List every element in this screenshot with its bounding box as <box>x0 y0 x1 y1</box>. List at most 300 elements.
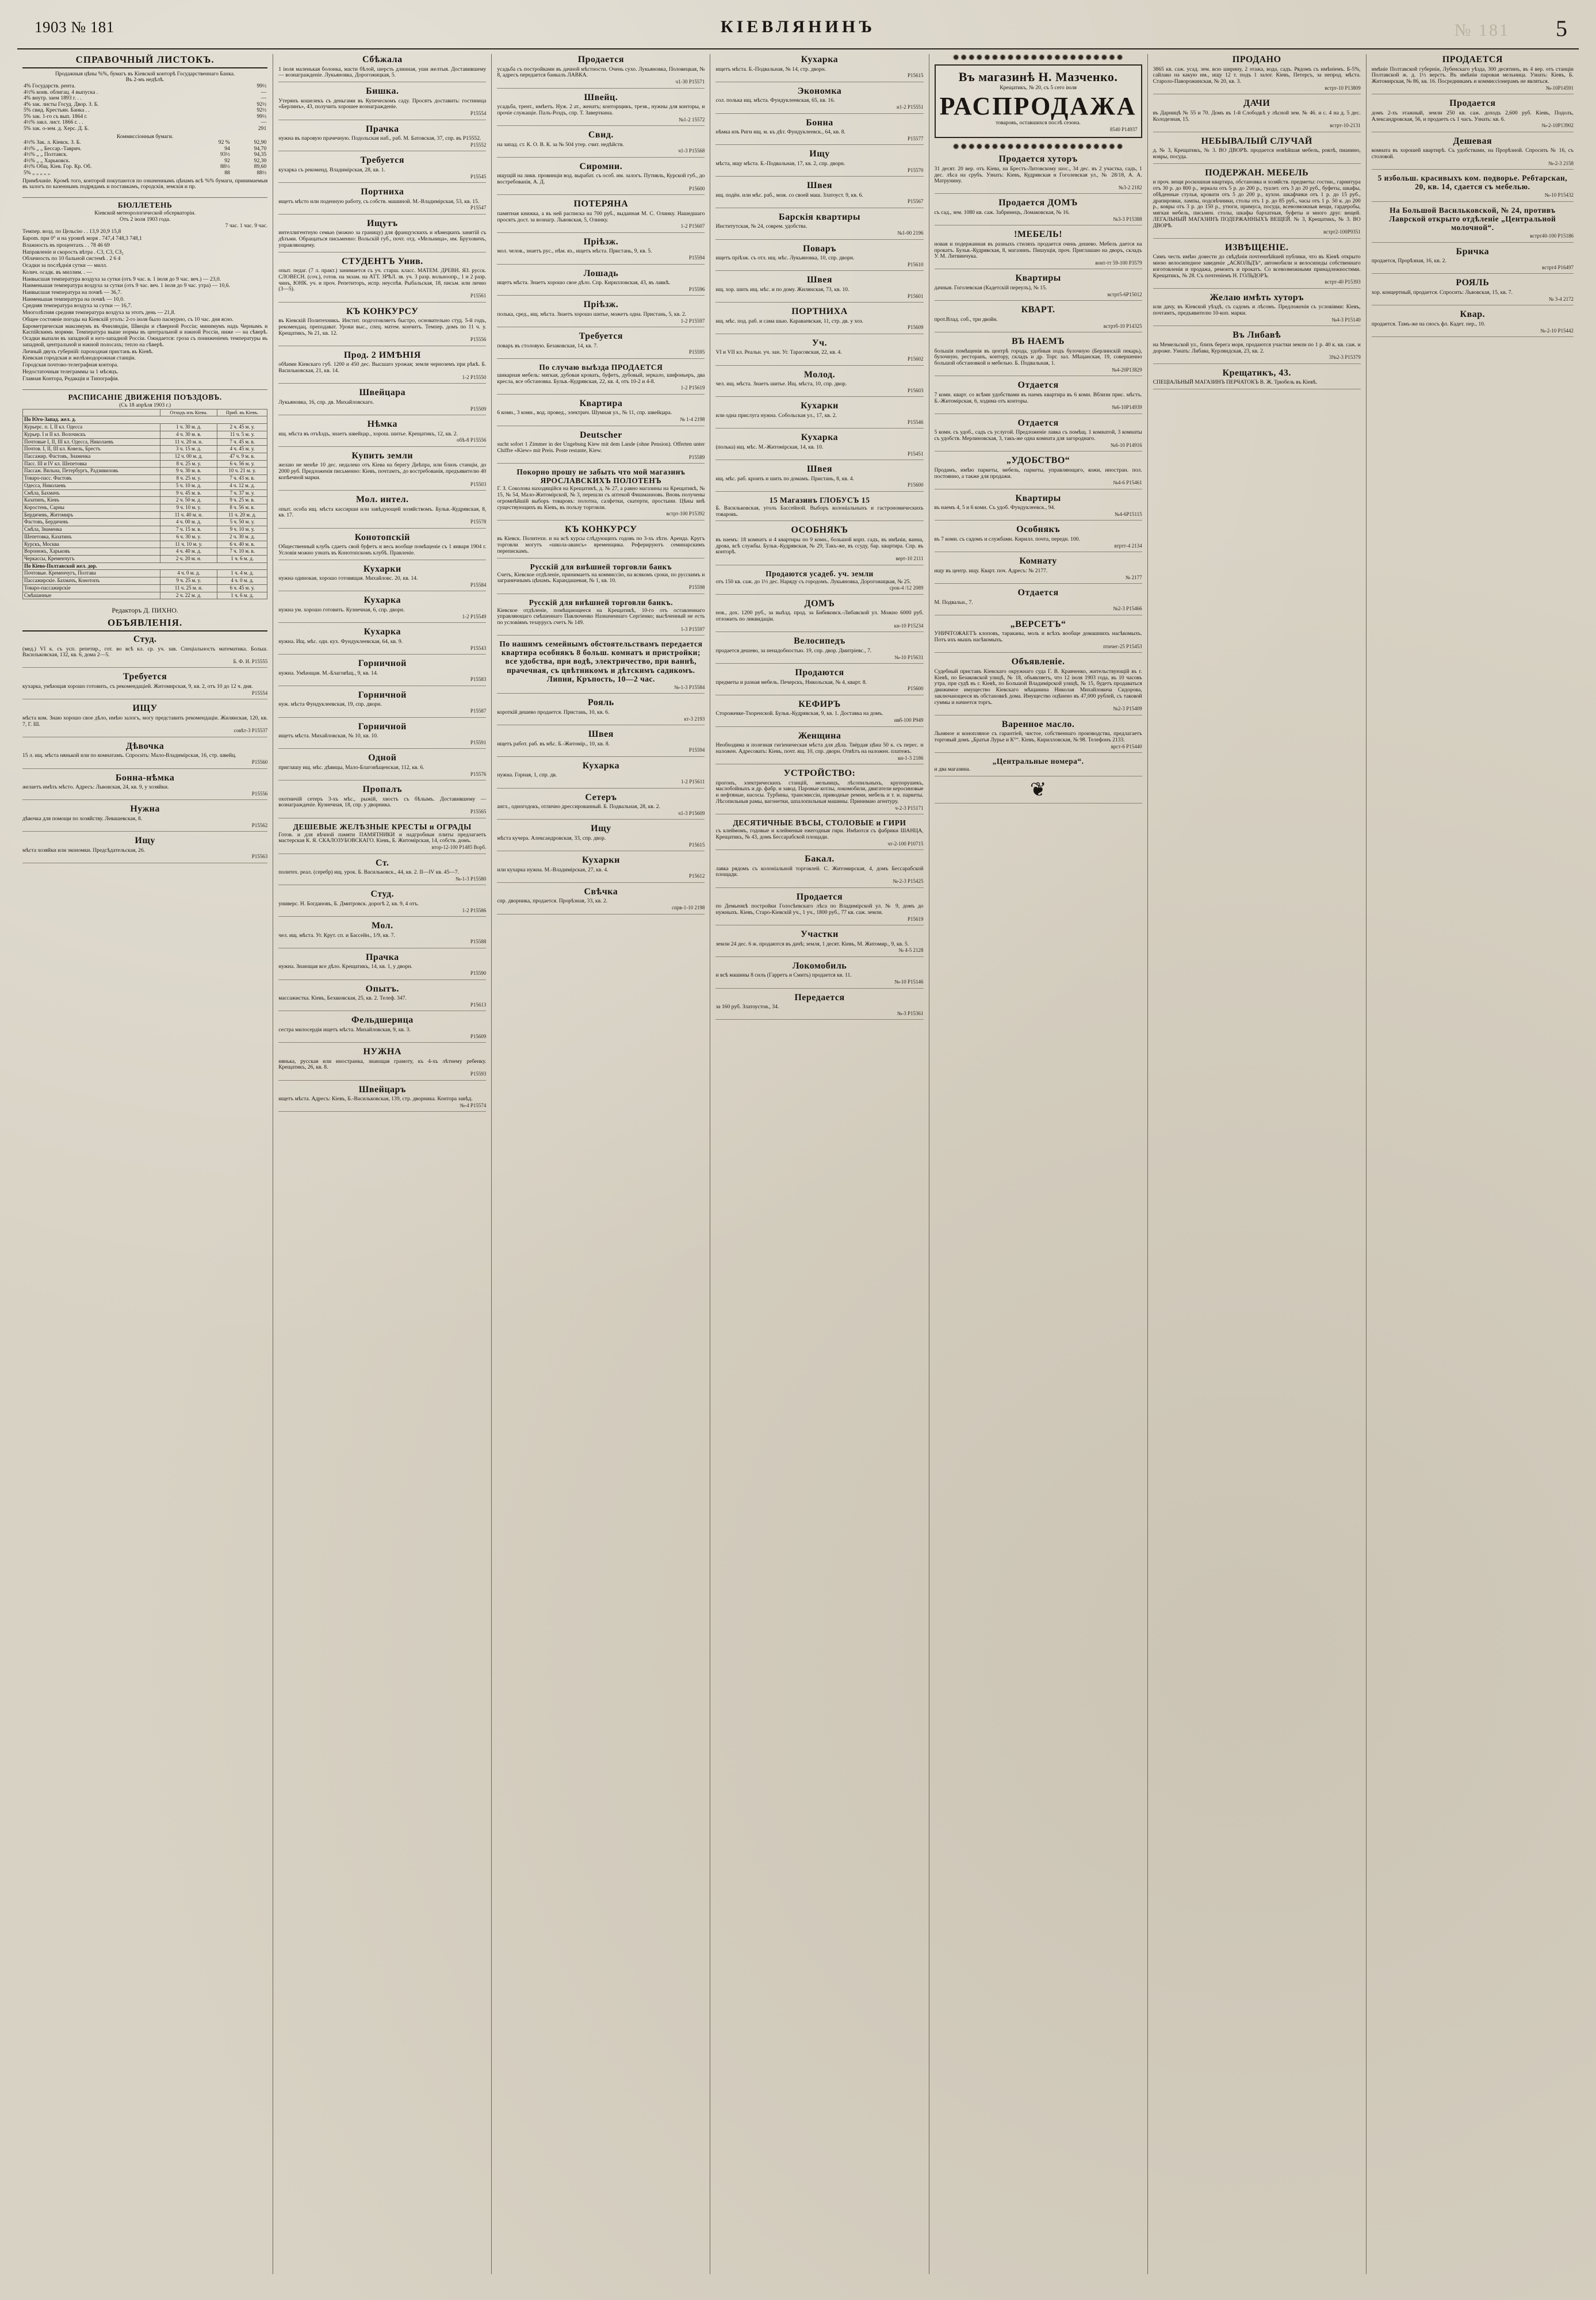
ad-body: на запад. ст. К. О. В. К. за № 504 утер. счит. недѣйств. <box>497 141 624 148</box>
ad-headline: Кухарки <box>581 855 620 866</box>
classified-ad <box>278 822 486 854</box>
ad-body: чел. ищ. мѣста. Знаетъ шитье. Ищ. мѣста, 10, спр. двор. <box>715 381 847 388</box>
magnolia-ad <box>935 780 1142 803</box>
classified-ad <box>22 634 267 668</box>
rate-name: 5% свид. Крестьян. Банка . . <box>24 107 90 114</box>
ad-headline: ДЕШЕВЫЕ ЖЕЛѢЗНЫЕ КРЕСТЫ и ОГРАДЫ <box>293 822 472 831</box>
meteo-times: 7 час. 1 час. 9 час. <box>225 222 268 229</box>
ad-reference: №-2-3 2158 <box>1548 160 1574 166</box>
ad-body: Г. З. Соколова находящійся на Крещатикѣ, д. № 27, а равно магазины на Крещатикѣ, № 15, № 54, Мало-Житомірской, № 3, перешли съ аптекой Фишманновъ. Вновь получены огромнѣйшій выборъ товаровъ: полотна, салфетки, скатерти, простыни. Цѣны внѣ существующихъ въ Кіевъ, въ пользу торговли. <box>497 485 705 511</box>
classified-ad <box>497 55 705 89</box>
classified-ad <box>715 433 923 460</box>
ad-body: ищу въ центр. ищу. Кварт. поч. Адресъ: № 2177. <box>934 567 1048 574</box>
ad-headline: Пріѣзж. <box>583 236 619 247</box>
meteo-date: Отъ 2 іюля 1903 года. <box>120 216 171 223</box>
ad-body: УНИЧТОЖАЕТЪ клоповъ, тараканы, моль и всѣхъ вообще домашнихъ насѣкомыхъ. Потъ ихъ мышъ насѣкомыхъ. <box>934 630 1142 644</box>
classified-ad <box>715 961 923 989</box>
schedule-depart: 4 ч. 30 м. в. <box>160 431 217 438</box>
telegram-note: Недостаточныя телеграммы за 1 мѣсяцъ. <box>22 368 118 375</box>
ad-reference: 1-3 P15597 <box>680 626 705 632</box>
schedule-route: Пассаж. Вильна, Петербургъ, Радзивиловъ <box>23 468 160 475</box>
ad-headline: „Центральные номера“. <box>992 757 1084 766</box>
classified-ad <box>715 86 923 114</box>
ad-body: 7 комн. кварт. со всѣми удобствами въ наемъ квартира въ 6 комн. Вблизи прис. мѣстъ. Б.-Житомірская, 6, ходима отъ конторы. <box>934 391 1142 404</box>
rate-value: 99½ <box>257 83 267 90</box>
ad-reference: №-10 P15146 <box>894 979 924 985</box>
komm-a: 88½ <box>220 163 230 170</box>
schedule-section-name: По Юго-Запад. жел. д. <box>23 416 267 424</box>
rate-name: 4½% закл. лист. 1866 г. . . <box>24 119 83 126</box>
ad-reference: P15547 <box>470 205 487 211</box>
ad-body: Сторожевке-Тхоренской. Бульв.-Кудрявская, 9, кв. 1. Доставка на домъ. <box>715 710 883 717</box>
ad-reference: №2-3 P15409 <box>1113 706 1142 712</box>
mazchenko-ad <box>935 64 1142 138</box>
ad-body: чел. ищ. мѣста. Уг. Крут. сп. и Бассейн., 1/9, кв. 7. <box>278 932 395 939</box>
ad-reference: P15583 <box>470 676 487 683</box>
classified-ad <box>935 525 1142 552</box>
ad-body: и два магазина. <box>934 766 971 773</box>
schedule-arrive: 11 ч. 5 м. у. <box>217 431 267 438</box>
schedule-route: Шепетовка, Казатинъ <box>23 533 160 541</box>
rasprodazha-ref: 8540 P14937 <box>1109 126 1138 132</box>
ad-reference: №-10 P15432 <box>1544 192 1574 198</box>
schedule-arrive: 6 ч. 40 м. в. <box>217 541 267 548</box>
schedule-row <box>23 584 267 592</box>
ad-reference: №-10 P15631 <box>894 654 924 660</box>
ad-reference: 3№2-3 P15379 <box>1329 354 1361 361</box>
schedule-arrive: 7 ч. 45 м. в. <box>217 438 267 446</box>
schedule-arrive: 9 ч. 10 м. у. <box>217 526 267 534</box>
train-schedule <box>22 393 267 602</box>
ad-reference: P15600 <box>688 185 705 192</box>
schedule-depart: 6 ч. 30 м. у. <box>160 533 217 541</box>
ad-body: нѣмка изъ Риги ищ. м. къ дѣт. Фундуклеевск., 64, кв. 8. <box>715 129 845 136</box>
ad-headline: Ищу <box>135 836 155 846</box>
ad-headline: ПРОДАЕТСЯ <box>1442 55 1503 64</box>
ad-body: 31 десят. 20 вер. отъ Кіева, на Брестъ-Литовскому шос., 34 дес. въ 2 участка, садъ, 1 дес. лѣса на срубъ. Узнать: Кіевъ, Кудрявская и Гоголевская ул., № 28/18, А. А. Матрунину. <box>934 165 1142 185</box>
ad-headline: Горничной <box>358 721 407 732</box>
ad-body: сол. полька ищ. мѣста. Фундуклеевская, 65, кв. 16. <box>715 97 835 104</box>
ad-reference: №3-2 2182 <box>1118 185 1142 191</box>
ad-reference: P15560 <box>251 759 268 766</box>
classified-ad <box>935 198 1142 225</box>
schedule-row <box>23 438 267 446</box>
column-3 <box>492 54 710 2274</box>
schedule-route: Пассажирскіе. Бахмачъ, Конотопъ <box>23 577 160 585</box>
ad-headline: ОСОБНЯКЪ <box>791 525 848 535</box>
ad-headline: Квартиры <box>1015 273 1061 284</box>
ad-body: лавка рядомъ съ колоніальной торговлей. С. Житомирская, 4, домъ Бессарабской площади. <box>715 865 924 878</box>
ad-reference: кн-10 P15234 <box>894 622 924 629</box>
classified-ad <box>497 363 705 395</box>
ad-headline: ИЗВѢЩЕНІЕ. <box>1224 242 1289 252</box>
ad-headline: ПОТЕРЯНА <box>573 199 629 209</box>
meteo-row: Наивысшая температура на почвѣ — 36,7. <box>22 289 122 296</box>
schedule-row <box>23 511 267 519</box>
ad-body: ищетъ работ. раб. въ мѣс. Б.-Житомір., 10, кв. 8. <box>497 740 610 747</box>
ad-body: ищетъ мѣста. Знаетъ хорошо свое дѣло. Спр. Кирилловская, 43, въ лавкѣ. <box>497 280 671 286</box>
schedule-route: Почтовые I, II, III кл. Одесса, Николаевъ <box>23 438 160 446</box>
column-6 <box>1148 54 1367 2274</box>
ad-body: Судебный приставъ Кіевскаго окружнаго суда Г. В. Кравченко, жительствующій въ г. Кіевѣ, по Безаковской улицѣ, № 18, объявляетъ, что 12 іюля 1903 года, въ 10 часовъ утра, при судѣ въ г. Кіевѣ, по Большой Владимірской улицѣ, № 15, будетъ продаваться движимое имущество Кіевскаго мѣщанина Николая Михайловича Сидорова, заключающееся въ обстановкѣ дома. Имущество оцѣнено въ 47,000 рублей, съ таковой суммы и начнется торгъ. <box>934 668 1142 706</box>
ad-body: ищ. мѣс. под. раб. и сама шью. Караваевская, 11, стр. дв. у хоз. <box>715 317 863 324</box>
column-2-ads <box>278 55 486 1112</box>
ad-reference: P15595 <box>688 349 705 355</box>
ad-reference: №-2-10 P15442 <box>1540 327 1574 334</box>
ad-reference: №3-3 P15388 <box>1113 216 1142 222</box>
classified-ad <box>715 993 923 1020</box>
ad-body: приглашу ищ. мѣс. дѣвицы, Мало-Благовѣщенская, 112, кв. 6. <box>278 764 424 771</box>
ad-body: усадьба, трент., имѣетъ. Нуж. 2 ат., женатъ; конторщикъ, трезв., нужны для конторы, и прочіе служащіе. Палъ-Роздъ, спр. Т. Заверткина. <box>497 104 705 116</box>
ad-headline: Швея <box>807 275 832 285</box>
ad-headline: Отдается <box>1017 380 1059 391</box>
ad-headline: Продается <box>1449 98 1496 109</box>
ad-reference: встрт-10 P13809 <box>1325 85 1361 91</box>
schedule-route: Смѣшанные <box>23 592 160 599</box>
spravochny-listok-title: СПРАВОЧНЫЙ ЛИСТОКЪ. <box>22 54 267 68</box>
classified-ad <box>935 154 1142 194</box>
ad-reference: P15601 <box>908 293 924 299</box>
ad-body: 1 іюля маленькая болонка, масти бѣлой, шерсть длинная, уши желтыя. Доставившему — вознагражденіе. Лукьяновка, Дорогожицкая, 5. <box>278 66 487 79</box>
column-1-classifieds <box>22 634 267 863</box>
komm-head: Коммиссіонныя бумаги. <box>117 133 174 140</box>
ad-body: ищ. хор. шить ищ. мѣс. и по дому. Жилянская, 73, кв. 10. <box>715 286 849 293</box>
ad-reference: н1-2 P15551 <box>896 104 924 110</box>
ad-headline: Рояль <box>588 698 614 708</box>
ad-body: комната въ хорошей квартирѣ. Съ удобствами, на Прорѣзной. Спросить № 16, съ столовой. <box>1371 147 1574 160</box>
classified-ad <box>1153 243 1361 289</box>
classified-ad <box>278 533 486 560</box>
classified-ad <box>497 562 705 594</box>
ad-headline: УСТРОЙСТВО: <box>783 768 856 779</box>
ad-reference: совѣт-3 P15537 <box>234 728 268 734</box>
ad-body: Лукьяновка, 16, спр. дв. Михайловскаго. <box>278 399 374 405</box>
schedule-route: Курскъ, Москва <box>23 541 160 548</box>
komm-a: 93½ <box>220 151 230 158</box>
ad-body: М. Подвальн., 7. <box>934 599 973 606</box>
ad-body: 6 комн., 3 комн., вод. провед., электрич. Шумная ул., № 11, спр. швейцара. <box>497 410 672 416</box>
ad-headline: Дѣвочка <box>126 741 164 751</box>
ad-reference: срок-4 /12 2089 <box>889 585 924 591</box>
classified-ad <box>715 464 923 492</box>
classified-ad <box>278 690 486 718</box>
ad-reference: ч1-3 P15609 <box>678 810 705 816</box>
classified-ad <box>1372 55 1574 94</box>
schedule-route: Курьер. І и ІІ кл. Волочискъ <box>23 431 160 438</box>
classified-ad <box>278 1015 486 1043</box>
bank-rates-table <box>22 83 267 132</box>
classified-ad <box>1372 174 1574 202</box>
rasprodazha-headline: РАСПРОДАЖА <box>939 92 1137 121</box>
schedule-route: Пасс. ІІІ и IV кл. Шепетовка <box>23 460 160 468</box>
ad-reference: врст-6 P15440 <box>1111 743 1142 749</box>
ad-headline: Продается ДОМЪ <box>998 198 1078 208</box>
classified-ad <box>278 155 486 183</box>
classified-ad <box>935 380 1142 414</box>
ad-body: ищ. мѣста въ отъѣздъ, знаетъ швейцар., хорош. шитье. Крещатикъ, 12, кв. 2. <box>278 430 458 437</box>
meteo-note: Средняя температура воздуха за сутки — 16,7. <box>22 303 132 309</box>
ad-headline: Лошадь <box>583 268 619 278</box>
ad-reference: вонт-тт 59-100 P3579 <box>1095 260 1142 266</box>
ad-reference: 1-2 P15611 <box>681 779 705 785</box>
classified-ad <box>278 921 486 948</box>
meteo-note: Многолѣтняя средняя температура воздуха за этотъ день — 21,8. <box>22 309 175 316</box>
ad-body: въ Дарницѣ № 55 и 70. Домъ въ 1-й Слободкѣ у лѣсной зем. № 46. и с. 4 на д. 5 дес. Колодезная, 15. <box>1153 109 1361 123</box>
ad-headline: Квартира <box>579 398 623 408</box>
schedule-row <box>23 519 267 526</box>
ad-reference: P15610 <box>908 261 924 267</box>
ad-reference: P15509 <box>470 405 487 412</box>
rate-value: — <box>261 89 267 95</box>
schedule-depart: 8 ч. 25 м. у. <box>160 460 217 468</box>
classified-ad <box>715 118 923 146</box>
ad-headline: Продается <box>577 55 625 64</box>
classified-ad <box>278 952 486 980</box>
ad-body: продается. Тамъ-же на сносъ фл. Кадет. пер., 10. <box>1371 320 1486 327</box>
ad-body: памятная книжка, а въ ней расписка на 700 руб., выданная М. С. Олинку. Нашедшаго просятъ дост. за вознагр. Львовская, 5, Олинку. <box>497 210 705 223</box>
classified-ad <box>497 793 705 820</box>
classified-ad <box>497 887 705 914</box>
ad-body: хор. концертный, продается. Спросить: Львовская, 15, кв. 7. <box>1371 289 1513 296</box>
rate-row <box>22 126 267 132</box>
ad-body: имѣніе Полтавской губерніи, Лубенскаго уѣзда, 300 десятинъ, въ 4 вер. отъ станціи Полтавской ж. д. 1½ верстъ. Въ имѣніи паровая мельница. Узнать: Кіевъ, Б. Житомирская, № 86, кв. 16. Посредникамъ и коммиссіонерамъ не являться. <box>1371 66 1574 85</box>
ad-reference: ч1-30 P15571 <box>675 79 705 85</box>
meteo-note: Барометрическая максимумъ въ Финляндіи, Швеціи и сѣверной Россіи; минимумъ надъ Чернымъ и Каспійскимъ морями. Температура выше нормы въ центральной и южной Россіи, ниже — на сѣверѣ. Осадки выпали въ западной и юго-западной Россіи. Ожидается: гроза съ пониженіемъ температуры въ западной, центральной и южной полосахъ; тепло на сѣверѣ. <box>22 323 268 348</box>
classified-ad <box>715 731 923 765</box>
ad-headline: Отдается <box>1017 588 1059 598</box>
classified-ad <box>497 468 705 521</box>
rate-value: 99½ <box>257 113 267 120</box>
komm-name: 4½% „ „ Полтавск. <box>24 151 68 158</box>
schedule-route: Пассажир. Фастовъ, Знаменка <box>23 453 160 460</box>
ad-reference: P15591 <box>470 739 487 745</box>
schedule-route: Курьерс. п. I, II кл. Одесса <box>23 424 160 431</box>
ad-body: sucht sofort 1 Zimmer in der Ungebung Kiew mit dem Lande (ohne Pension). Offerten unter Chiffre «Kiew» mit Preis. Poste restante, Kiew. <box>497 441 705 454</box>
ad-body: земли 24 дес. 6 ж. продаются въ дачѣ; земля, 1 десят. Кіевъ, М. Житомир., 9, кв. 5. <box>715 940 909 947</box>
ad-headline: ДАЧИ <box>1243 98 1270 109</box>
schedule-depart: 9 ч. 30 м. в. <box>160 468 217 475</box>
rate-name: 5% зак. 1-го съ вып. 1864 г. <box>24 113 87 120</box>
ad-headline: Бонна <box>806 117 833 128</box>
ad-reference: P15594 <box>688 747 705 753</box>
classified-ad <box>1372 309 1574 337</box>
telegram-note: Городская почтово-телеграфная контора. <box>22 362 118 369</box>
classified-ad <box>715 854 923 888</box>
classified-ad <box>497 698 705 725</box>
classified-ad <box>715 181 923 208</box>
schedule-arrive: 2 ч. 30 м. д. <box>217 533 267 541</box>
schedule-arrive: 8 ч. 56 м. в. <box>217 504 267 512</box>
ad-reference: 1-2 P15607 <box>680 223 705 229</box>
ad-reference: втртт-4 2134 <box>1114 542 1142 549</box>
ad-body: и всѣ машины 8 силъ (Гарретъ и Смитъ) продается кв. 11. <box>715 972 852 979</box>
meteo-subtitle: Кіевской метеорологической обсерваторіи. <box>94 210 196 217</box>
ad-body: нужна. Ищ. мѣс. одн. кух. Фундуклеевская, 64, кв. 9. <box>278 638 403 645</box>
classified-ad <box>1372 98 1574 132</box>
schedule-col-header: Отходъ изъ Кіева. <box>160 410 217 416</box>
ad-reference: № 4-5 2128 <box>898 947 924 954</box>
ad-headline: Желаю имѣть хуторъ <box>1210 292 1304 303</box>
ad-reference: 1-2 P15549 <box>462 613 487 619</box>
ad-body: предметы и разная мебель. Печерскъ, Никольская, № 4, кварт. 8. <box>715 679 867 686</box>
schedule-arrive: 7 ч. 37 м. у. <box>217 489 267 497</box>
classified-ad <box>278 55 486 82</box>
ad-reference: № 1-4 2198 <box>680 416 705 423</box>
ad-body: опыт. педаг. (7 л. практ.) занимается съ уч. старш. класс. МАТЕМ. ДРЕВН. ЯЗ. русск. СЛОВЕСН. (соч.), готов. на экзам. на АТТ. ЗРѢЛ. зв. уч. 3 разр. вольноопр., 1 и 2 разр. чинъ, ЮНК. уч. и проч. Репетиторъ, испр. неуспѣв. Рыбальская, 18, письм. или лично (3—5). <box>278 267 487 293</box>
ad-headline: Поваръ <box>803 243 836 254</box>
classified-ad <box>715 668 923 695</box>
schedule-route: Товаро-пассажирскіе <box>23 584 160 592</box>
ad-headline: Ст. <box>376 858 389 868</box>
ad-body: въ 7 комн. съ садомъ и службами. Кирилл. почта, передн. 100. <box>934 536 1080 543</box>
ad-body: короткій дешево продается. Пристань, 10, кв. 6. <box>497 709 610 715</box>
ad-headline: Мол. интел. <box>356 495 409 505</box>
ad-body: желаетъ имѣть мѣсто. Адресъ: Львовская, 24, кв. 9, у хозяйки. <box>22 784 169 791</box>
ad-body: кухарка съ рекоменд. Владимірская, 28, кв. 1. <box>278 166 385 173</box>
komm-b: 92,30 <box>254 157 267 164</box>
ad-body: (полька) ищ. мѣс. М.-Житомірская, 14, кв. 10. <box>715 443 824 450</box>
classified-ad <box>715 699 923 727</box>
ad-headline: ПРОДАНО <box>1232 55 1281 64</box>
classified-ad <box>22 741 267 769</box>
classified-ad <box>278 784 486 818</box>
column-6-ads <box>1153 55 1361 389</box>
ad-headline: Швейцаръ <box>358 1084 406 1094</box>
schedule-depart: 2 ч. 20 м. н. <box>160 556 217 563</box>
ad-body: полька, сред., ищ. мѣста. Знаетъ хорошо шитье, можетъ одна. Пристань, 5, кв. 2. <box>497 311 687 317</box>
ad-headline: КВАРТ. <box>1021 305 1055 315</box>
ad-headline: Сбѣжала <box>362 55 403 64</box>
ad-reference: №2-3 P15466 <box>1113 606 1142 612</box>
classified-ad <box>1153 168 1361 239</box>
schedule-row <box>23 556 267 563</box>
rate-value: — <box>261 95 267 102</box>
ad-body: кухарка, умѣющая хорошо готовить, съ рекомендаціей. Житомирская, 9, кв. 2, отъ 10 до 12 ч. дня. <box>22 683 253 690</box>
komm-b: 94,70 <box>254 145 267 152</box>
ad-headline: Продается хуторъ <box>998 154 1078 164</box>
mazchenko-shop-line: Въ магазинѣ Н. Мазченко. <box>958 70 1118 84</box>
ad-headline: Горничной <box>358 658 407 668</box>
komm-name: 4½% Зак. л. Кіевск. З. Б. <box>24 139 81 146</box>
ad-reference: №4-3 P15140 <box>1331 316 1361 323</box>
schedule-route: Бердичевъ, Житомиръ <box>23 511 160 519</box>
ad-body: СПЕЦІАЛЬНЫЙ МАГАЗИНЪ ПЕРЧАТОКЪ В. Ж. Трюбель въ Кіевѣ. <box>1153 379 1318 386</box>
ad-body: ищ. подён. или мѣс. раб., мож. со своей маш. Златоуст. 9, кв. 6. <box>715 192 863 198</box>
schedule-route: Черкассы, Кременчугъ <box>23 556 160 563</box>
masthead-faint-number: № 181 <box>1454 21 1510 40</box>
ad-body: нужна. Умѣющая. М.-Благовѣщ., 9, кв. 14. <box>278 669 378 676</box>
ad-body: охотничій сетеръ 3-хъ мѣс., рыжій, хвостъ съ бѣлымъ. Доставившему — вознагражденіе. Кузнечная, 18, спр. у дворника. <box>278 795 487 809</box>
ad-headline: По случаю выѣзда ПРОДАЕТСЯ <box>539 362 663 372</box>
ad-body: 15 л. ищ. мѣста нянькой или по комнатамъ. Спросить: Мало-Владимірская, 16, стр. швейц. <box>22 752 236 759</box>
classified-ad <box>278 722 486 749</box>
ad-body: нов., дох. 1200 руб., за выѣзд. прод. за Бибиковск.-Либавской ул. Можно 6000 руб. отложить по ликвидаціи. <box>715 610 924 623</box>
column-7-ads <box>1372 55 1574 337</box>
classified-ad <box>1153 136 1361 164</box>
ad-reference: встрт40-100 P15186 <box>1530 233 1574 239</box>
ad-headline: ВЪ НАЕМЪ <box>1012 336 1065 346</box>
classified-ad <box>497 640 705 694</box>
ad-reference: встртб-10 P14325 <box>1103 323 1142 329</box>
ad-reference: P15554 <box>470 110 487 117</box>
column-4-ads <box>715 55 923 1020</box>
classified-ad <box>278 858 486 886</box>
ad-headline: Конотопскій <box>354 532 410 542</box>
ad-reference: №-2-3 P15425 <box>893 878 924 885</box>
classified-ad <box>935 305 1142 332</box>
classified-ad <box>278 86 486 120</box>
ad-body: мол. челов., знаетъ рус., нѣм. яз., ищетъ мѣста. Пристань, 9, кв. 5. <box>497 248 652 255</box>
ad-headline: Свѣчка <box>584 886 618 897</box>
schedule-row <box>23 497 267 504</box>
ornament-row-bottom: ✹✹✹✹✹✹✹✹✹✹✹✹✹✹✹✹✹✹✹✹✹✹ <box>952 143 1124 152</box>
ad-headline: Кухарка <box>801 55 839 64</box>
ad-reference: №-1-3 P15580 <box>456 875 487 882</box>
ad-headline: Продается <box>796 891 843 902</box>
ad-headline: Квартиры <box>1015 493 1061 503</box>
ad-headline: Кухарки <box>801 401 839 411</box>
ad-reference: P15593 <box>470 1071 487 1077</box>
ad-reference: P15561 <box>470 293 487 299</box>
schedule-arrive: 6 ч. 56 м. у. <box>217 460 267 468</box>
ad-headline: Пріѣзж. <box>583 300 619 310</box>
ad-headline: Швея <box>807 181 832 191</box>
schedule-depart: 11 ч. 40 м. н. <box>160 511 217 519</box>
ad-headline: Бишка. <box>366 86 399 97</box>
ad-reference: № 3-4 2172 <box>1548 296 1574 302</box>
ad-body: на Мемельской ул., близъ берега моря, продаются участки земли по 1 р. 40 к. кв. саж. и дороже. Узнать: Либава, Курляндская, 23, кв. 2. <box>1153 341 1361 354</box>
meteo-note: Общее состояніе погоды на Кіевскій уголъ: 2-го іюля было пасмурно, съ 10 час. дня ясно. <box>22 316 234 323</box>
ad-reference: встрт-10-2131 <box>1330 123 1361 129</box>
ad-body: Готов. и для вѣчной памяти ПАМЯТНИКИ и надгробныя плиты предлагаетъ мастерская К. Я. СКАЛОЗУБОВСКАГО. Кіевъ, Б. Житомірская, 14, собств. домъ. <box>278 831 487 844</box>
classified-ad <box>278 419 486 447</box>
ad-body: поваръ въ столовую. Безаковская, 14, кв. 7. <box>497 342 598 349</box>
ad-reference: P15587 <box>470 708 487 714</box>
ad-reference: P15602 <box>908 356 924 362</box>
classified-ad <box>497 93 705 127</box>
classified-ad <box>497 300 705 327</box>
meteo-row: Влажность въ процентахъ . . 78 46 69 <box>22 242 110 248</box>
schedule-section-row <box>23 416 267 424</box>
classified-ad <box>278 595 486 623</box>
ad-reference: P15576 <box>470 771 487 777</box>
ornament-row-top: ✹✹✹✹✹✹✹✹✹✹✹✹✹✹✹✹✹✹✹✹✹✹ <box>952 54 1124 63</box>
ad-headline: Бонна-нѣмка <box>115 772 175 783</box>
komm-name: 4½% Общ. Кіев. Гор. Кр. Об. <box>24 163 92 170</box>
ad-reference: P15603 <box>908 387 924 393</box>
ad-headline: Покорно прошу не забыть что мой магазинъ ЯРОСЛАВСКИХЪ ПОЛОТЕНЪ <box>516 468 686 485</box>
ad-headline: Кваp. <box>1460 309 1486 320</box>
ad-reference: P15546 <box>908 419 924 425</box>
classified-ad <box>715 929 923 957</box>
meteo-bulletin <box>22 201 267 385</box>
ad-reference: P15578 <box>470 519 487 525</box>
classified-ad <box>278 984 486 1012</box>
schedule-row <box>23 592 267 599</box>
classified-ad <box>935 336 1142 376</box>
ad-reference: P15562 <box>251 822 268 828</box>
ad-body: массажистка. Кіевъ, Безаковская, 25, кв. 2. Телеф. 347. <box>278 995 407 1002</box>
ad-reference: P15612 <box>688 873 705 879</box>
schedule-row <box>23 424 267 431</box>
ad-body: желаю не менѣе 10 дес. недалеко отъ Кіева на берегу Днѣпра, или близъ станціи, до 2000 руб. Предложенія письменно: Кіевъ, почтамтъ, до востребованія, предъявителю 40 копѣечной марки. <box>278 462 487 481</box>
column-5-ads <box>935 154 1142 776</box>
schedule-arrive: 1 ч. 6 м. д. <box>217 592 267 599</box>
ad-headline: Барскія квартиры <box>779 212 860 222</box>
ad-reference: встрт4 P16497 <box>1542 264 1574 270</box>
ad-headline: ПОРТНИХА <box>791 307 848 317</box>
schedule-col-header: Приб. въ Кіевъ. <box>217 410 267 416</box>
